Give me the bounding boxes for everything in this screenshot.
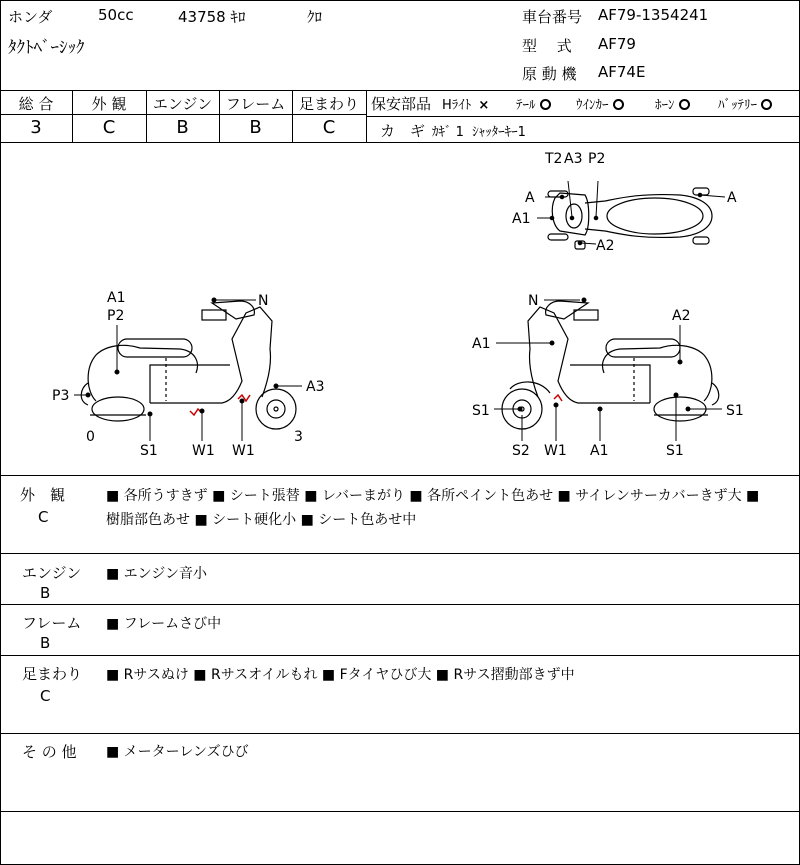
diag-right-label-A1-b: A1 — [590, 443, 609, 459]
diag-top-label-A1: A1 — [512, 211, 531, 227]
diag-left-label-W1-b: W1 — [232, 443, 255, 459]
suspension-grade: C — [322, 117, 336, 138]
diag-top-label-A2: A2 — [596, 238, 615, 254]
other-section-label: そ の 他 — [22, 743, 77, 761]
ok-circle-icon — [761, 99, 772, 110]
frame-no: AF79-1354241 — [598, 6, 709, 24]
horn-item — [655, 94, 690, 113]
diag-top-label-A: A — [525, 190, 535, 206]
winker-label: ｳｲﾝｶｰ — [576, 98, 609, 113]
diag-top-label-P2: P2 — [588, 151, 606, 167]
overall-label: 総 合 — [18, 95, 54, 113]
diag-top-label-A-right: A — [727, 190, 737, 206]
color: ｸﾛ — [307, 8, 323, 26]
exterior-label: 外 観 — [91, 95, 127, 113]
ok-circle-icon — [679, 99, 690, 110]
diag-left-label-A1: A1 — [107, 290, 126, 306]
ok-circle-icon — [540, 99, 551, 110]
engine-grade-label: エンジン — [152, 95, 213, 113]
headlight-mark: × — [478, 98, 490, 113]
suspension-grade-label: 足まわり — [298, 95, 359, 113]
other-remarks: ■ メーターレンズひび — [106, 744, 249, 760]
diag-left-label-3: 3 — [294, 429, 303, 445]
frame-no-label: 車台番号 — [522, 8, 583, 26]
suspension-remarks: ■ Rサスぬけ ■ Rサスオイルもれ ■ Fタイヤひび大 ■ Rサス摺動部きず中 — [106, 667, 575, 683]
frame-grade: B — [249, 117, 262, 138]
winker-item — [576, 94, 624, 113]
ok-circle-icon — [613, 99, 624, 110]
suspension-section-label: 足まわり — [22, 665, 83, 683]
diag-top-label-T2: T2 — [545, 151, 563, 167]
horn-label: ﾎｰﾝ — [655, 98, 675, 113]
exterior-remarks-line-2: 樹脂部色あせ ■ シート硬化小 ■ シート色あせ中 — [106, 512, 417, 528]
diag-right-label-N: N — [528, 293, 539, 309]
overall-grade: 3 — [30, 117, 42, 138]
battery-item — [718, 94, 772, 113]
diag-right-label-S1: S1 — [472, 403, 490, 419]
battery-label: ﾊﾞｯﾃﾘｰ — [718, 98, 757, 113]
frame-section-label: フレーム — [22, 614, 82, 632]
maker: ホンダ — [8, 8, 53, 26]
exterior-grade: C — [102, 117, 116, 138]
type: AF79 — [598, 35, 636, 53]
headlight-label: Hﾗｲﾄ — [442, 98, 472, 113]
diag-left-label-P2: P2 — [107, 308, 125, 324]
diag-right-label-S1-b: S1 — [726, 403, 744, 419]
diag-left-label-N: N — [258, 293, 269, 309]
headlight-item — [442, 94, 489, 113]
diag-left-label-S1: S1 — [140, 443, 158, 459]
tail-item — [516, 94, 551, 113]
model-name: ﾀｸﾄﾍﾞｰｼｯｸ — [8, 38, 85, 58]
engine-section-label: エンジン — [22, 564, 82, 582]
diag-right-label-A2: A2 — [672, 308, 691, 324]
engine-remarks: ■ エンジン音小 — [106, 566, 207, 582]
diag-left-label-A3: A3 — [306, 379, 325, 395]
tail-label: ﾃｰﾙ — [516, 98, 536, 113]
suspension-section-grade: C — [40, 687, 51, 705]
engine-grade: B — [176, 117, 189, 138]
exterior-remarks-line-1: ■ 各所うすきず ■ シート張替 ■ レバーまがり ■ 各所ペイント色あせ ■ サイレンサーカバーきず大 ■ — [106, 488, 760, 504]
displacement: 50cc — [98, 6, 134, 24]
frame-section-grade: B — [40, 634, 51, 652]
key-label: カ ギ — [380, 122, 426, 140]
diag-right-label-S1-c: S1 — [666, 443, 684, 459]
frame-grade-label: フレーム — [225, 95, 286, 113]
exterior-section-label: 外 観 — [20, 486, 66, 504]
frame-remarks: ■ フレームさび中 — [106, 616, 222, 632]
safety-label: 保安部品 — [371, 95, 432, 113]
engine-label: 原 動 機 — [522, 65, 577, 83]
key-value: ｶｷﾞ 1 ｼｬｯﾀｰｷｰ1 — [432, 125, 526, 140]
diag-right-label-W1: W1 — [544, 443, 567, 459]
engine-section-grade: B — [40, 584, 51, 602]
exterior-section-grade: C — [38, 508, 49, 526]
diag-right-label-S2: S2 — [512, 443, 530, 459]
damage-diagram — [0, 143, 800, 475]
diag-left-label-W1: W1 — [192, 443, 215, 459]
diag-right-label-A1: A1 — [472, 336, 491, 352]
mileage: 43758 ｷﾛ — [178, 8, 246, 26]
diag-top-label-A3: A3 — [564, 151, 583, 167]
type-label: 型 式 — [522, 37, 572, 55]
diag-left-label-P3: P3 — [52, 388, 70, 404]
engine-model: AF74E — [598, 63, 646, 81]
diag-left-label-0: 0 — [86, 429, 95, 445]
